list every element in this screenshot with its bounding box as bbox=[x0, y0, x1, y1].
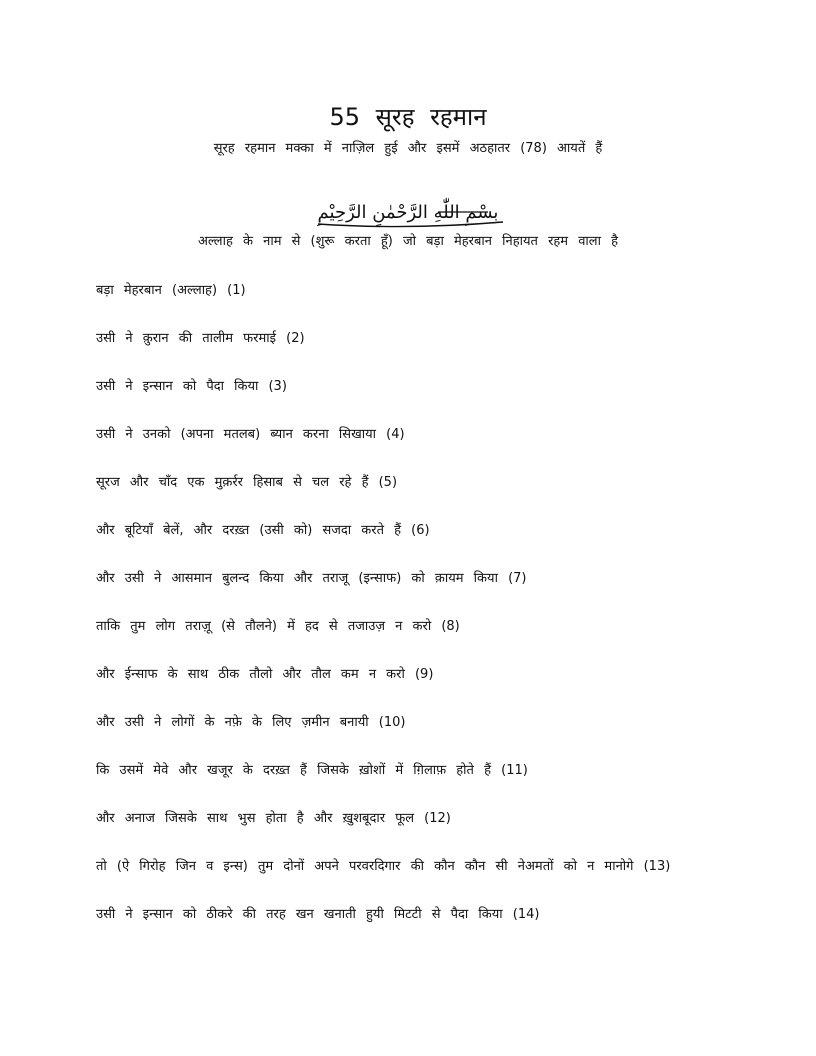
bismillah-calligraphy bbox=[288, 190, 528, 230]
verse: उसी ने उनको (अपना मतलब) ब्यान करना सिखाया (4) bbox=[96, 427, 405, 442]
verse: और उसी ने आसमान बुलन्द किया और तराजू (इन्साफ) को क़ायम किया (7) bbox=[96, 571, 527, 586]
verse: उसी ने इन्सान को पैदा किया (3) bbox=[96, 379, 287, 394]
page-title: 55 सूरह रहमान bbox=[329, 103, 487, 131]
verse: और ईन्साफ के साथ ठीक तौलो और तौल कम न करो (9) bbox=[96, 667, 434, 682]
bismillah-text: بِسْمِ اللّٰهِ الرَّحْمٰنِ الرَّحِيْمِ bbox=[317, 202, 499, 223]
verse: और अनाज जिसके साथ भुस होता है और ख़ुशबूदार फूल (12) bbox=[96, 811, 451, 826]
verse: कि उसमें मेवे और खजूर के दरख़्त हैं जिसके ख़ोशों में ग़िलाफ़ होते हैं (11) bbox=[96, 763, 528, 778]
verse: उसी ने इन्सान को ठीकरे की तरह खन खनाती हुयी मिटटी से पैदा किया (14) bbox=[96, 907, 540, 922]
verse-list bbox=[96, 280, 702, 952]
verse: ताकि तुम लोग तराज़ू (से तौलने) में हद से तजाउज़ न करो (8) bbox=[96, 619, 460, 634]
verse: तो (ऐ गिरोह जिन व इन्स) तुम दोनों अपने परवरदिगार की कौन कौन सी नेअमतों को न मानोगे (13) bbox=[96, 859, 671, 874]
basmala-translation: अल्लाह के नाम से (शुरू करता हूँ) जो बड़ा मेहरबान निहायत रहम वाला है bbox=[197, 234, 619, 249]
verse: उसी ने क़ुरान की तालीम फरमाई (2) bbox=[96, 331, 305, 346]
page-subtitle: सूरह रहमान मक्का में नाज़िल हुई और इसमें अठहातर (78) आयतें हैं bbox=[213, 141, 603, 156]
verse: सूरज और चाँद एक मुक़र्रर हिसाब से चल रहे हैं (5) bbox=[96, 475, 398, 490]
verse: और बूटियाँ बेलें, और दरख़्त (उसी को) सजदा करते हैं (6) bbox=[96, 523, 430, 538]
verse: और उसी ने लोगों के नफ़े के लिए ज़मीन बनायी (10) bbox=[96, 715, 406, 730]
verse: बड़ा मेहरबान (अल्लाह) (1) bbox=[96, 283, 246, 298]
